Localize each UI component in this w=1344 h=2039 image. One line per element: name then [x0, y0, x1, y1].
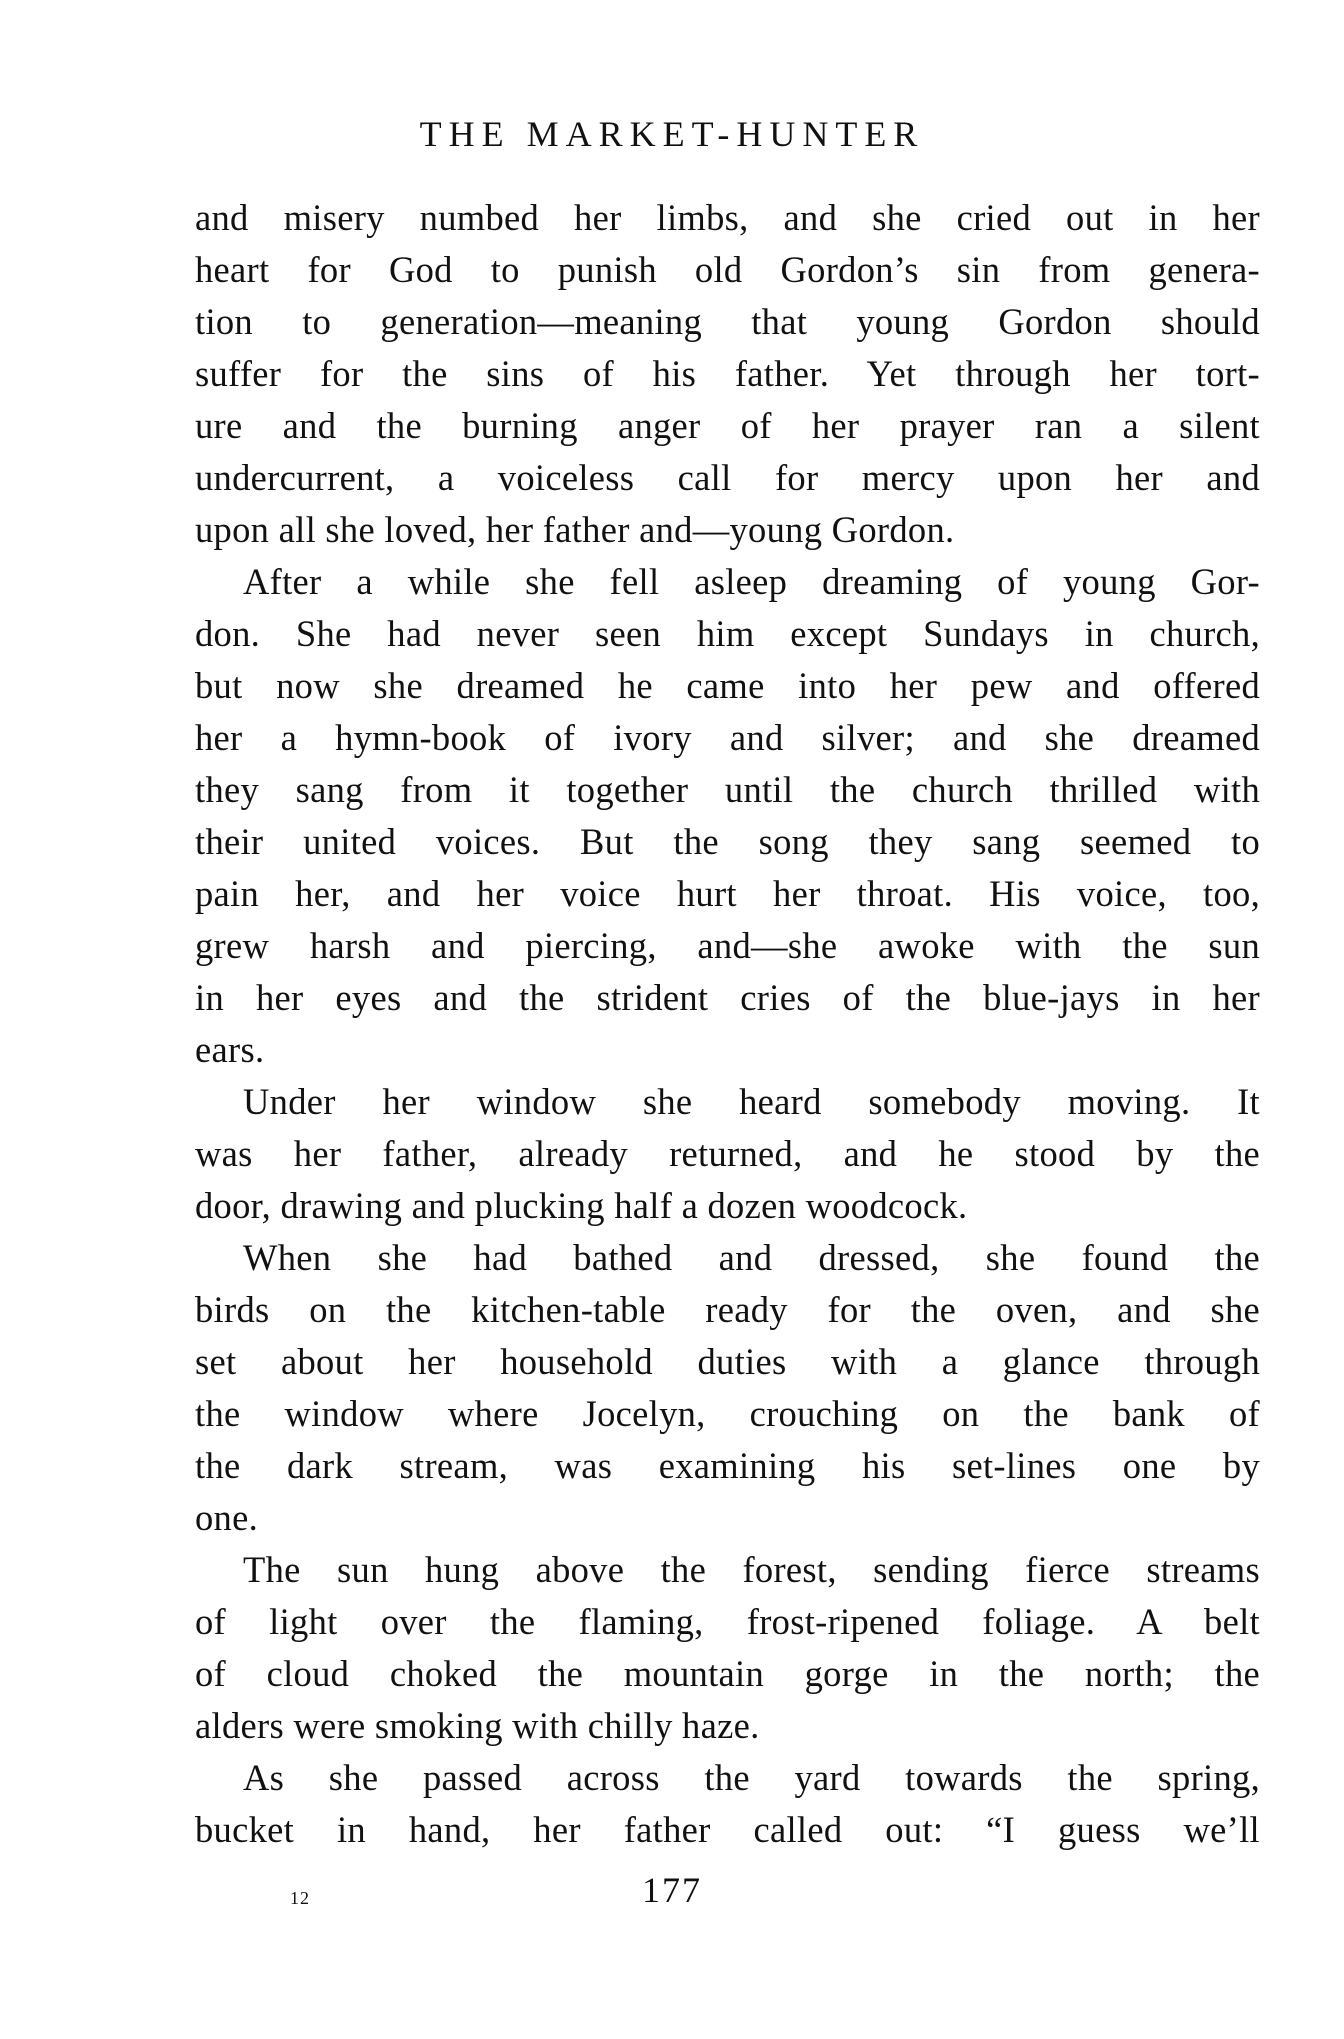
text-line: ears.: [195, 1029, 265, 1070]
text-line: The sun hung above the forest, sending fierce streams: [243, 1549, 1260, 1590]
text-line: their united voices. But the song they sang seemed to: [195, 821, 1260, 862]
page-number: 177: [642, 1870, 702, 1910]
text-line: alders were smoking with chilly haze.: [195, 1705, 760, 1746]
text-line: undercurrent, a voiceless call for mercy upon her and: [195, 457, 1260, 498]
text-line: the window where Jocelyn, crouching on the bank of: [195, 1393, 1260, 1434]
text-line: set about her household duties with a glance through: [195, 1341, 1260, 1382]
text-line: the dark stream, was examining his set-lines one by: [195, 1445, 1260, 1486]
running-head: THE MARKET-HUNTER: [419, 114, 925, 154]
text-line: but now she dreamed he came into her pew and offered: [195, 665, 1260, 706]
text-line: ure and the burning anger of her prayer ran a silent: [195, 405, 1260, 446]
text-line: upon all she loved, her father and—young Gordon.: [195, 509, 955, 550]
text-line: one.: [195, 1497, 259, 1538]
text-line: of cloud choked the mountain gorge in the north; the: [195, 1653, 1260, 1694]
text-line: After a while she fell asleep dreaming of young Gor-: [243, 561, 1260, 602]
paragraph: [195, 1076, 1260, 1232]
text-line: birds on the kitchen-table ready for the oven, and she: [195, 1289, 1260, 1330]
text-line: of light over the flaming, frost-ripened foliage. A belt: [195, 1601, 1260, 1642]
text-line: Under her window she heard somebody moving. It: [243, 1081, 1260, 1122]
text-line: don. She had never seen him except Sundays in church,: [195, 613, 1260, 654]
text-line: was her father, already returned, and he stood by the: [195, 1133, 1260, 1174]
signature-mark: 12: [290, 1888, 310, 1908]
text-line: heart for God to punish old Gordon’s sin from genera-: [195, 249, 1260, 290]
text-line: in her eyes and the strident cries of the blue-jays in her: [195, 977, 1260, 1018]
text-line: and misery numbed her limbs, and she cried out in her: [195, 197, 1260, 238]
text-line: bucket in hand, her father called out: “I guess we’ll: [195, 1809, 1260, 1850]
text-line: When she had bathed and dressed, she found the: [243, 1237, 1260, 1278]
paragraph: [195, 1752, 1260, 1856]
paragraph: [195, 1544, 1260, 1752]
paragraph: [195, 556, 1260, 1076]
text-line: pain her, and her voice hurt her throat. His voice, too,: [195, 873, 1260, 914]
text-line: door, drawing and plucking half a dozen woodcock.: [195, 1185, 968, 1226]
text-line: tion to generation—meaning that young Gordon should: [195, 301, 1260, 342]
text-line: they sang from it together until the church thrilled with: [195, 769, 1260, 810]
text-line: suffer for the sins of his father. Yet through her tort-: [195, 353, 1260, 394]
paragraph: [195, 1232, 1260, 1544]
text-line: grew harsh and piercing, and—she awoke with the sun: [195, 925, 1260, 966]
text-line: her a hymn-book of ivory and silver; and she dreamed: [195, 717, 1260, 758]
paragraph: [195, 192, 1260, 556]
body-text: [195, 192, 1260, 1856]
text-line: As she passed across the yard towards the spring,: [243, 1757, 1260, 1798]
